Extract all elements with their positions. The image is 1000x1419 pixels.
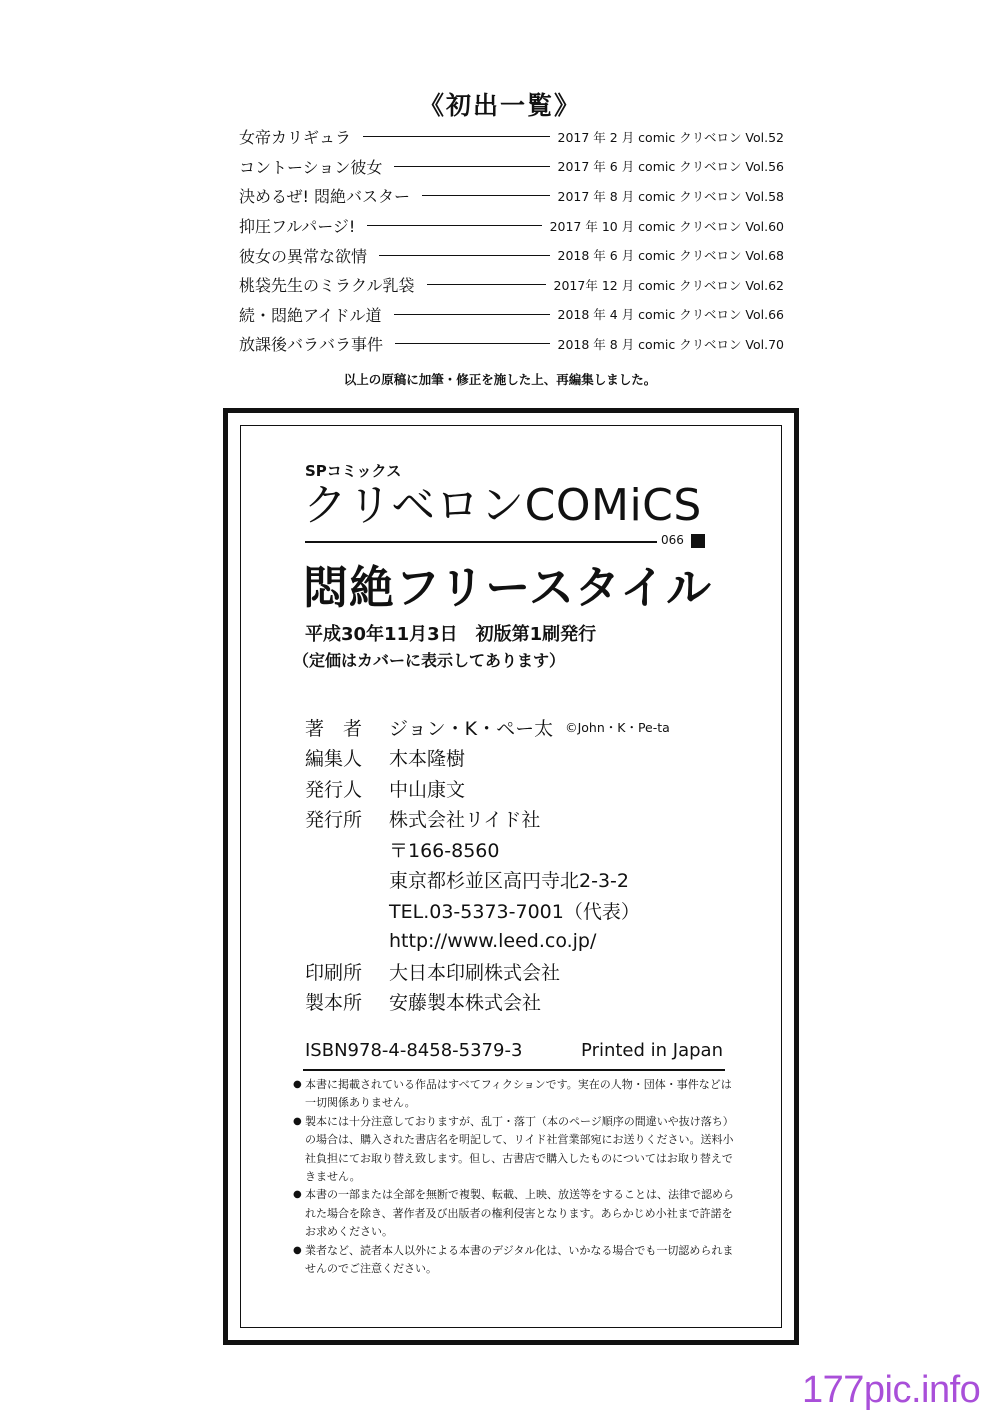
toc-entry-name: 女帝カリギュラ [239,128,352,148]
toc-leader-line [422,195,549,196]
toc-entry [239,240,784,270]
credits-rule [303,1069,725,1071]
toc-entry [239,270,784,300]
toc-entry-source: 2018 年 4 月 comic クリベロン Vol.66 [557,307,784,323]
credit-label: 製本所 [305,992,363,1015]
toc-leader-line [395,343,550,344]
toc-entry-name: 決めるぜ! 悶絶バスター [239,187,411,207]
notice-item: ● 製本には十分注意しておりますが、乱丁・落丁（本のページ順序の間違いや抜け落ち）の場合は、購入された書店名を明記して、リイド社営業部宛にお送りください。送料小社負担にてお取り替え致します。但し、古書店で購入したものについてはお取り替えできません。 [293,1113,739,1187]
credit-row-tel [305,895,725,926]
printed-in: Printed in Japan [581,1040,723,1061]
toc-leader-line [394,314,550,315]
credit-label: 発行人 [305,778,363,801]
colophon-frame [223,408,799,1345]
toc-entry [239,211,784,241]
toc-entry-source: 2018 年 6 月 comic クリベロン Vol.68 [557,248,784,264]
series-name: クリベロンCOMiCS [303,480,702,531]
copyright: ©John・K・Pe-ta [565,720,670,736]
toc-entry-name: 桃袋先生のミラクル乳袋 [239,276,415,296]
price-note: （定価はカバーに表示してあります） [293,651,566,670]
notice-item: ● 本書の一部または全部を無断で複製、転載、上映、放送等をすることは、法律で認められた場合を除き、著作者及び出版者の権利侵害となります。あらかじめ小社まで許諾をお求めください。 [293,1186,739,1241]
isbn-row [305,1040,723,1061]
toc-entry-name: 放課後バラバラ事件 [239,335,384,355]
series-rule [305,541,657,543]
series-label: SPコミックス [305,462,402,480]
toc-entry-source: 2017 年 6 月 comic クリベロン Vol.56 [557,159,784,175]
toc-entry [239,152,784,182]
credit-row-author [305,712,725,743]
toc-title: 《初出一覧》 [418,91,581,120]
binder-name: 安藤製本株式会社 [389,992,542,1015]
book-title: 悶絶フリースタイル [303,561,713,614]
toc-leader-line [379,255,550,256]
toc-entry-source: 2018 年 8 月 comic クリベロン Vol.70 [557,336,784,352]
toc-entry-source: 2017 年 2 月 comic クリベロン Vol.52 [557,129,784,145]
toc-entry [239,329,784,359]
telephone: TEL.03-5373-7001（代表） [389,900,640,923]
toc-entry-name: 抑圧フルパージ! [239,217,356,237]
notice-item: ● 業者など、読者本人以外による本書のデジタル化は、いかなる場合でも一切認められませんのでご注意ください。 [293,1242,739,1279]
toc-entry-name: 彼女の異常な欲情 [239,246,368,266]
toc-leader-line [363,136,550,137]
toc-entry-source: 2017 年 8 月 comic クリベロン Vol.58 [557,188,784,204]
toc-leader-line [367,225,541,226]
credit-label: 印刷所 [305,961,363,984]
colophon-inner-frame [240,425,782,1328]
printer-name: 大日本印刷株式会社 [389,961,561,984]
toc-entry [239,300,784,330]
volume-square-mark [691,534,705,548]
toc-entry-name: 続・悶絶アイドル道 [239,305,382,325]
toc-entry-source: 2017年 12 月 comic クリベロン Vol.62 [553,277,784,293]
watermark: 177pic.info [802,1369,981,1411]
publisher-url: http://www.leed.co.jp/ [389,929,597,952]
notice-item: ● 本書に掲載されている作品はすべてフィクションです。実在の人物・団体・事件などは一切関係ありません。 [293,1076,739,1113]
toc-entry-name: コントーション彼女 [239,157,383,177]
toc-leader-line [394,166,549,167]
credit-row-binder [305,987,725,1018]
isbn: ISBN978-4-8458-5379-3 [305,1040,523,1061]
toc-entry [239,122,784,152]
credit-label: 発行所 [305,809,363,832]
credit-row-printer [305,956,725,987]
postal-code: 〒166-8560 [389,839,500,862]
toc-note: 以上の原稿に加筆・修正を施した上、再編集しました。 [343,372,657,387]
credit-label: 編集人 [305,748,363,771]
toc-entry-source: 2017 年 10 月 comic クリベロン Vol.60 [549,218,784,234]
author-name: ジョン・K・ペー太 [389,717,554,740]
credits-block [305,712,725,1017]
credit-row-postal [305,834,725,865]
issue-date: 平成30年11月3日 初版第1刷発行 [305,624,597,645]
credit-row-publisher [305,804,725,835]
notice-list [293,1076,739,1278]
toc-entry [239,181,784,211]
toc-list [239,122,784,359]
address: 東京都杉並区高円寺北2-3-2 [389,870,629,893]
editor-name: 木本隆樹 [389,748,466,771]
publisher-person-name: 中山康文 [389,778,466,801]
credit-row-publisher-person [305,773,725,804]
publisher-name: 株式会社リイド社 [389,809,541,832]
credit-row-editor [305,743,725,774]
credit-row-url [305,926,725,957]
toc-leader-line [427,284,546,285]
volume-number: 066 [661,533,684,547]
credit-label: 著 者 [305,717,363,740]
credit-row-address [305,865,725,896]
